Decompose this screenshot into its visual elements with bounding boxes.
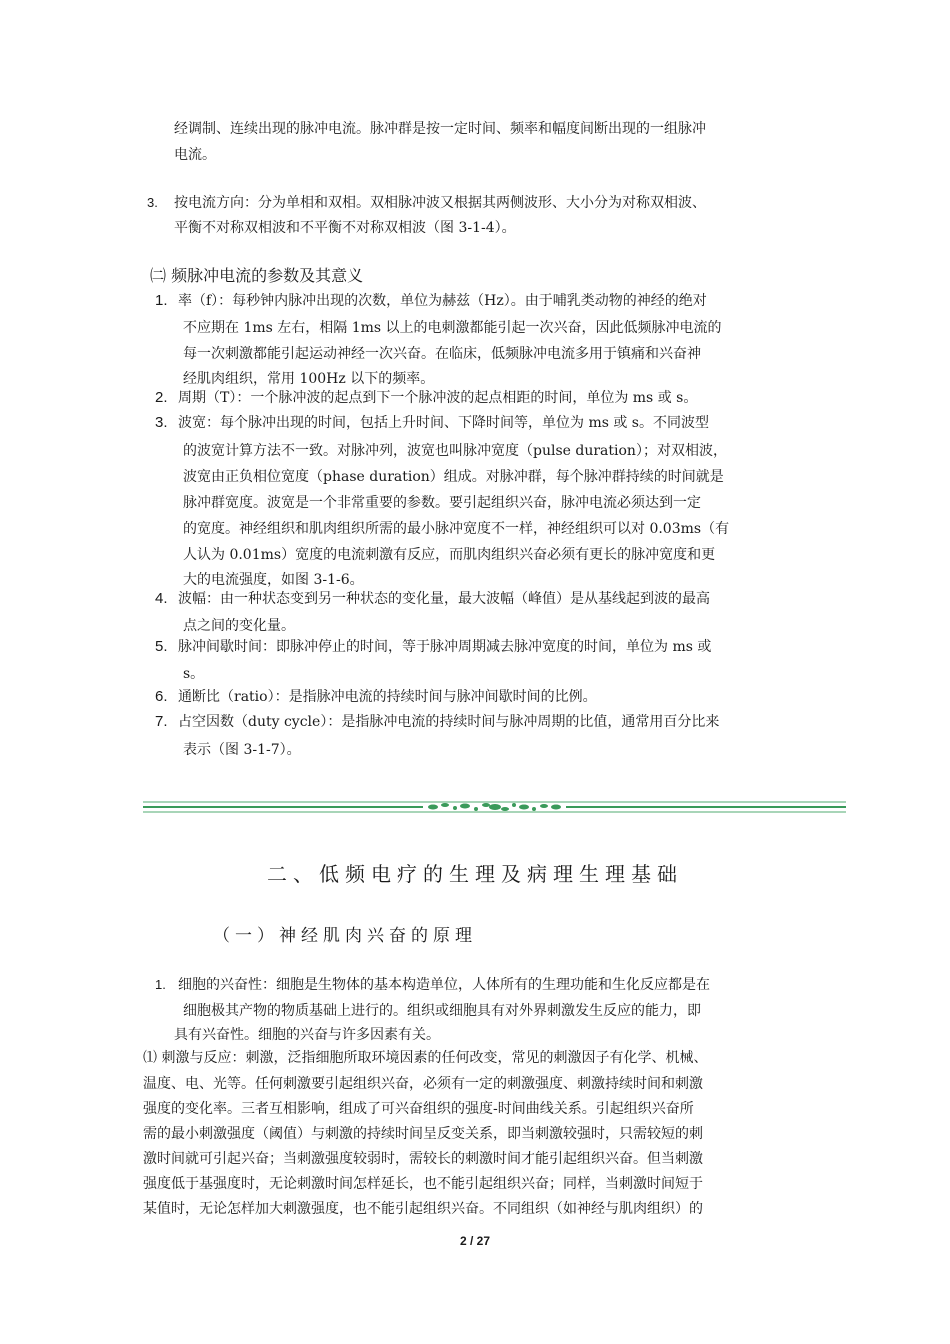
- paragraph-line: 脉冲群宽度。波宽是一个非常重要的参数。要引起组织兴奋，脉冲电流必须达到一定: [183, 495, 701, 511]
- list-number: 1.: [155, 977, 166, 992]
- paragraph-line: 的宽度。神经组织和肌肉组织所需的最小脉冲宽度不一样，神经组织可以对 0.03ms（有: [183, 521, 730, 537]
- paragraph-line: 需的最小刺激强度（阈值）与刺激的持续时间呈反变关系，即当刺激较强时，只需较短的刺: [143, 1126, 703, 1142]
- chapter-subtitle: （一）神经肌肉兴奋的原理: [213, 926, 477, 946]
- paragraph-line: 波宽：每个脉冲出现的时间，包括上升时间、下降时间等，单位为 ms 或 s。不同波型: [178, 415, 709, 431]
- paragraph-line: 强度低于基强度时，无论刺激时间怎样延长，也不能引起组织兴奋；同样，当刺激时间短于: [143, 1176, 703, 1192]
- paragraph-line: 经肌肉组织，常用 100Hz 以下的频率。: [183, 371, 435, 387]
- paragraph-line: 不应期在 1ms 左右，相隔 1ms 以上的电刺激都能引起一次兴奋，因此低频脉冲电流的: [183, 320, 722, 336]
- paragraph-line: 强度的变化率。三者互相影响，组成了可兴奋组织的强度-时间曲线关系。引起组织兴奋所: [143, 1101, 694, 1117]
- paragraph-line: 的波宽计算方法不一致。对脉冲列，波宽也叫脉冲宽度（pulse duration）；对双相波，: [183, 443, 727, 459]
- list-number: 1.: [155, 292, 168, 309]
- list-number: 3.: [147, 195, 158, 210]
- paragraph-line: 率（f）：每秒钟内脉冲出现的次数，单位为赫兹（Hz）。由于哺乳类动物的神经的绝对: [178, 293, 707, 309]
- paragraph-line: 表示（图 3-1-7）。: [183, 742, 301, 758]
- paragraph-line: 点之间的变化量。: [183, 618, 295, 634]
- paragraph-line: 细胞的兴奋性：细胞是生物体的基本构造单位，人体所有的生理功能和生化反应都是在: [178, 977, 710, 993]
- paragraph-line: 波幅：由一种状态变到另一种状态的变化量，最大波幅（峰值）是从基线起到波的最高: [178, 591, 710, 607]
- paragraph-line: 细胞极其产物的物质基础上进行的。组织或细胞具有对外界刺激发生反应的能力，即: [183, 1003, 701, 1019]
- paragraph-line: 每一次刺激都能引起运动神经一次兴奋。在临床，低频脉冲电流多用于镇痛和兴奋神: [183, 346, 701, 362]
- chapter-title: 二、低频电疗的生理及病理生理基础: [267, 862, 683, 886]
- list-number: 4.: [155, 590, 168, 607]
- section-heading: ㈡ 频脉冲电流的参数及其意义: [150, 266, 364, 285]
- paragraph-line: 按电流方向：分为单相和双相。双相脉冲波又根据其两侧波形、大小分为对称双相波、: [174, 195, 706, 211]
- paragraph-line: 占空因数（duty cycle）：是指脉冲电流的持续时间与脉冲周期的比值，通常用百分比来: [178, 714, 720, 730]
- paragraph-line: 通断比（ratio）：是指脉冲电流的持续时间与脉冲间歇时间的比例。: [178, 689, 597, 705]
- paragraph-line: ⑴ 刺激与反应：刺激，泛指细胞所取环境因素的任何改变，常见的刺激因子有化学、机械、: [143, 1050, 708, 1066]
- paragraph-line: 温度、电、光等。任何刺激要引起组织兴奋，必须有一定的刺激强度、刺激持续时间和刺激: [143, 1076, 703, 1092]
- paragraph-line: 经调制、连续出现的脉冲电流。脉冲群是按一定时间、频率和幅度间断出现的一组脉冲: [174, 121, 706, 137]
- list-number: 6.: [155, 688, 168, 705]
- list-number: 5.: [155, 638, 168, 655]
- paragraph-line: 波宽由正负相位宽度（phase duration）组成。对脉冲群，每个脉冲群持续的时间就是: [183, 469, 724, 485]
- page-number: 2 / 27: [459, 1234, 491, 1248]
- paragraph-line: 周期（T）：一个脉冲波的起点到下一个脉冲波的起点相距的时间，单位为 ms 或 s。: [178, 390, 698, 406]
- paragraph-line: 人认为 0.01ms）宽度的电流刺激有反应，而肌肉组织兴奋必须有更长的脉冲宽度和更: [183, 547, 716, 563]
- list-number: 2.: [155, 389, 168, 406]
- ornamental-divider: [143, 798, 846, 816]
- paragraph-line: 具有兴奋性。细胞的兴奋与许多因素有关。: [174, 1027, 440, 1043]
- paragraph-line: 脉冲间歇时间：即脉冲停止的时间，等于脉冲周期减去脉冲宽度的时间，单位为 ms 或: [178, 639, 712, 655]
- list-number: 3.: [155, 414, 168, 431]
- paragraph-line: 激时间就可引起兴奋；当刺激强度较弱时，需较长的刺激时间才能引起组织兴奋。但当刺激: [143, 1151, 703, 1167]
- paragraph-line: 大的电流强度，如图 3-1-6。: [183, 572, 364, 588]
- paragraph-line: 电流。: [174, 147, 216, 163]
- paragraph-line: 某值时，无论怎样加大刺激强度，也不能引起组织兴奋。不同组织（如神经与肌肉组织）的: [143, 1201, 703, 1217]
- paragraph-line: s。: [183, 666, 205, 682]
- paragraph-line: 平衡不对称双相波和不平衡不对称双相波（图 3-1-4）。: [174, 220, 516, 236]
- vine-ornament: [428, 803, 561, 811]
- list-number: 7.: [155, 713, 168, 730]
